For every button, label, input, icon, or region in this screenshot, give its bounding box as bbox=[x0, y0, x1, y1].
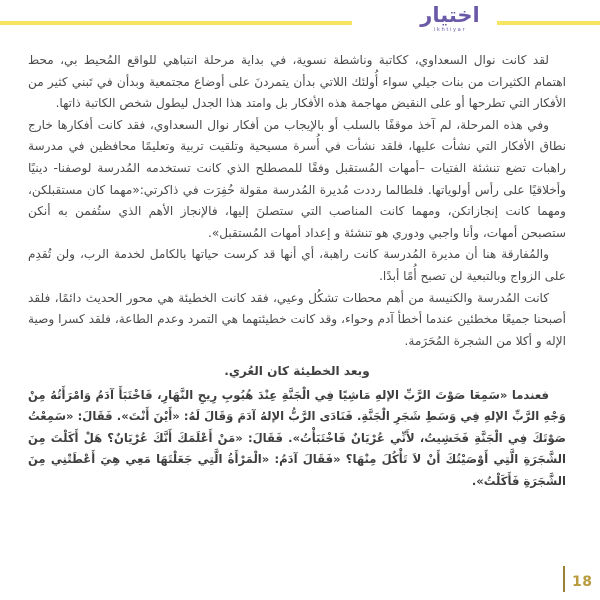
scripture-quote: فعندما «سَمِعَا صَوْتَ الرَّبِّ الإلهِ مَاشِيًا فِي الْجَنَّةِ عِنْدَ هُبُوبِ رِيحِ النَّهَارِ، فَاخْتَبَأَ آدَمُ وَامْرَأَتُهُ مِنْ وَجْهِ الرَّبِّ الإلهِ فِي وَسَطِ شَجَرِ الْجَنَّةِ. فَنَادَى الرَّبُّ الإلهُ آدَمَ وَقَالَ لَهُ: «أَيْنَ أَنْتَ». فَقَالَ: «سَمِعْتُ صَوْتَكَ فِي الْجَنَّةِ فَخَشِيتُ، لأَنِّي عُرْيَانٌ فَاخْتَبَأْتُ». فَقَالَ: «مَنْ أَعْلَمَكَ أَنَّكَ عُرْيَانٌ؟ هَلْ أَكَلْتَ مِنَ الشَّجَرَةِ الَّتِي أَوْصَيْتُكَ أَنْ لاَ تَأْكُلَ مِنْهَا؟ «فَقَالَ آدَمُ: «الْمَرْأَةُ الَّتِي جَعَلْتَهَا مَعِي هِيَ أَعْطَتْنِي مِنَ الشَّجَرَةِ فَأَكَلْتُ». bbox=[28, 387, 566, 488]
paragraph: وفي هذه المرحلة، لم آخذ موقفًا بالسلب أو بالإيجاب من أفكار نوال السعداوي، فقد كانت أفكارها خارج نطاق الأفكار التي نشأت عليها، فلقد نشأت في أُسرة مسيحية وتلقيت تربية وتعليمًا محافظين في مدرسة راهبات تضع تنشئة الفتيات –أمهات المُستقبل وفقًا للمصطلح الذي كانت تستخدمه المُدرسة لوصفنا- دينيًا وأخلاقيًا على رأس أولوياتها. فلطالما رددت مُديرة المُدرسة مقولة حُفِرَت في ذاكرتي:«مهما كان مستقبلكن، ومهما كانت إنجازاتكن، ومهما كانت المناصب التي ستصلنَ إليها، فالإنجاز الأهم الذي ستُفمن به أنكن ستصبحن أمهات، وأنا واجبي ودوري هو تنشئة و إعداد أمهات المُستقبل». bbox=[28, 117, 566, 240]
document-body bbox=[28, 50, 566, 492]
brand-logo bbox=[409, 4, 491, 40]
page-header bbox=[0, 0, 600, 46]
header-rule-right bbox=[497, 21, 600, 25]
paragraph: والمُفارقة هنا أن مديرة المُدرسة كانت راهبة، أي أنها قد كرست حياتها بالكامل لخدمة الرب، ولن تُقدِم على الزواج وبالتبعية لن تصبح أُمًا أبدًا. bbox=[28, 247, 566, 283]
paragraph: كانت المُدرسة والكنيسة من أهم محطات تشكُل وعيي، فقد كانت الخطيئة هي محور الحديث دائمًا، فلقد أصبحنا جميعًا مخطئين عندما أخطأ آدم وحواء، وقد كانت خطيئتهما هي التمرد وعدم الطاعة، فلقد كسرا وصية الإله و أكلا من الشجرة المُحَرَمة. bbox=[28, 290, 566, 348]
section-lead-line: وبعد الخطيئة كان العُري. bbox=[224, 364, 370, 379]
brand-wordmark: اختيار bbox=[420, 3, 480, 27]
paragraph: لقد كانت نوال السعداوي، ككاتبة وناشطة نسوية، في بداية مرحلة انتباهي للواقع المُحيط بي، محط اهتمام الكثيرات من بنات جيلي سواء أُولئك اللاتي بدأن يتمردنَ على أوضاع مجتمعية وبدأن في تَبني كثير من الأفكار التي تطرحها أو على النقيض مهاجمة هذه الأفكار بل وامتد هذا الجدل ليطول شخص الكاتبة ذاتها. bbox=[28, 53, 566, 111]
brand-subtitle: ikhtiyar bbox=[433, 27, 467, 34]
header-rule-left bbox=[0, 21, 352, 25]
page-footer bbox=[0, 554, 600, 600]
page-number: 18 bbox=[572, 574, 593, 590]
footer-divider bbox=[563, 566, 565, 592]
